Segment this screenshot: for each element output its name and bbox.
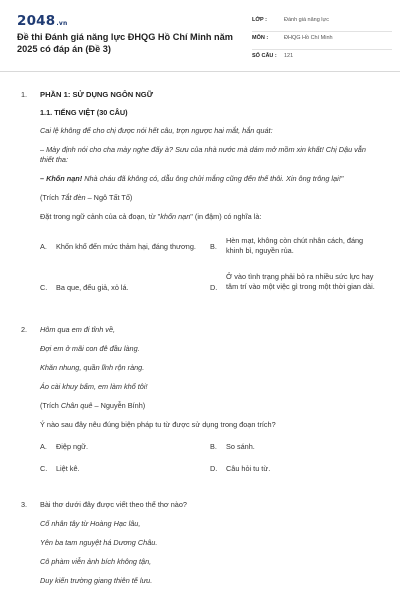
option-a[interactable] [40,442,205,452]
option-letter: B. [210,442,217,451]
poem-line: Đợi em ở mãi con đê đầu làng. [40,344,140,353]
meta-value: 121 [284,53,294,59]
meta-row-class [252,14,392,32]
option-b[interactable] [210,442,380,452]
option-text: Ba que, đểu giả, xỏ lá. [56,283,129,292]
option-text: Câu hỏi tu từ. [226,464,271,473]
option-letter: C. [40,464,48,473]
passage-intro: Cai lệ không để cho chị được nói hết câu, trợn ngược hai mắt, hắn quát: [40,126,273,135]
prompt-suffix: " (in đậm) có nghĩa là: [190,212,262,221]
logo-text: 2048 [17,13,56,29]
meta-row-subject [252,32,392,50]
question-3 [0,500,400,586]
question-prompt: Ý nào sau đây nêu đúng biện pháp tu từ được sử dụng trong đoạn trích? [40,420,276,429]
citation-prefix: (Trích [40,401,61,410]
question-number: 3. [21,500,28,509]
passage-text-rest: Nhà cháu đã không có, dẫu ông chửi mắng cũng đến thế thôi. Xin ông trông lại!" [82,174,344,183]
passage-text: – Mày định nói cho cha mày nghe đấy à? Sưu của nhà nước mà dám mở mồm xin khất! Chị Dậu vẫn thiết tha: [40,145,366,164]
option-text: Điệp ngữ. [56,442,89,451]
option-letter: A. [40,442,47,451]
meta-label: MÔN : [252,35,269,41]
question-1 [0,90,400,313]
meta-label: LỚP : [252,17,267,23]
option-letter: A. [40,242,47,251]
option-text: So sánh. [226,442,255,451]
poem-line: Khăn nhung, quần lĩnh rộn ràng. [40,363,145,372]
question-prompt: Bài thơ dưới đây được viết theo thể thơ nào? [40,500,187,509]
option-a[interactable] [40,242,205,252]
exam-title: Đề thi Đánh giá năng lực ĐHQG Hồ Chí Minh năm 2025 có đáp án (Đề 3) [17,32,233,54]
poem-line: Yên ba tam nguyệt há Dương Châu. [40,538,158,547]
citation-title: Tắt đèn [60,193,86,202]
option-letter: B. [210,242,217,251]
meta-value: Đánh giá năng lực [284,17,329,23]
citation-prefix: (Trích [40,193,61,202]
poem-line: Hôm qua em đi tỉnh về, [40,325,116,334]
site-logo[interactable] [17,13,67,29]
option-text: Hèn mạt, không còn chút nhân cách, đáng khinh bỉ, nguyền rủa. [226,236,364,255]
exam-meta-table [252,14,392,67]
question-number: 2. [21,325,28,334]
section-title: PHẦN 1: SỬ DỤNG NGÔN NGỮ [40,90,154,99]
option-b[interactable] [210,236,380,256]
meta-label: SỐ CÂU : [252,53,277,59]
citation-title: Chân quê [60,401,93,410]
option-text: Liệt kê. [56,464,80,473]
logo-domain: .vn [56,20,68,27]
question-number: 1. [21,90,28,99]
poem-line: Áo cài khuy bấm, em làm khổ tôi! [40,382,148,391]
prompt-keyword: khốn nạn [160,212,191,221]
subsection-title: 1.1. TIẾNG VIỆT (30 CÂU) [40,108,128,117]
citation-author: – Nguyễn Bính) [92,401,146,410]
option-letter: D. [210,283,218,292]
answer-options [40,231,380,313]
option-d[interactable] [210,464,380,474]
poem-line: Cố nhân tây từ Hoàng Hạc lâu, [40,519,141,528]
citation [40,401,380,411]
meta-value: ĐHQG Hồ Chí Minh [284,35,333,41]
option-text: Ở vào tình trạng phải bỏ ra nhiều sức lực hay tâm trí vào một việc gì trong một thời gian dài. [226,272,375,291]
meta-row-count [252,50,392,67]
questions-list [0,78,400,595]
option-d[interactable] [210,272,380,293]
citation [40,193,380,203]
prompt-prefix: Đặt trong ngữ cảnh của cả đoạn, từ " [40,212,161,221]
question-2 [0,325,400,483]
option-text: Khốn khổ đến mức thảm hại, đáng thương. [56,242,196,251]
answer-options [40,439,380,483]
option-letter: C. [40,283,48,292]
passage-text [40,174,380,184]
option-c[interactable] [40,283,205,293]
poem-line: Duy kiến trường giang thiên tế lưu. [40,576,153,585]
option-c[interactable] [40,464,205,474]
page-header [0,0,400,72]
citation-author: – Ngô Tất Tố) [85,193,133,202]
option-letter: D. [210,464,218,473]
question-prompt [40,212,380,222]
highlighted-word: – Khốn nạn! [40,174,83,183]
poem-line: Cô phàm viễn ảnh bích không tận, [40,557,152,566]
